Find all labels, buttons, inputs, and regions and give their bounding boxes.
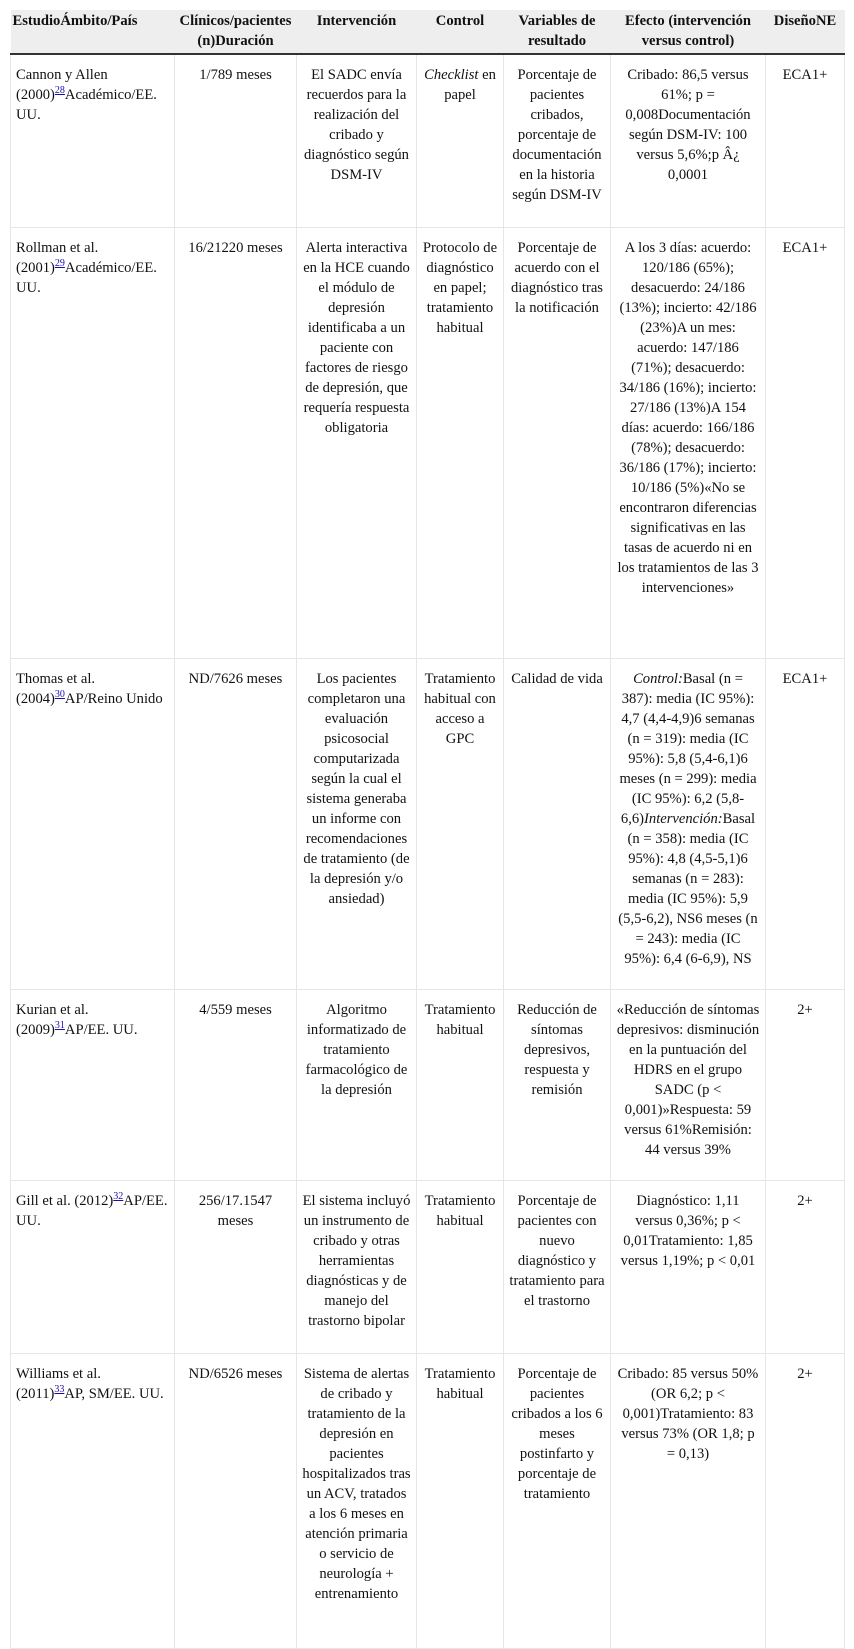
- study-setting: AP/EE. UU.: [64, 1022, 138, 1038]
- control-cell: Tratamiento habitual: [417, 1181, 504, 1354]
- study-author: Rollman et al. (2001): [16, 240, 99, 276]
- control-cell: Tratamiento habitual: [417, 1354, 504, 1649]
- effect-cell: «Reducción de síntomas depresivos: disminución en la puntuación del HDRS en el grupo SADC (p < 0,001)»Respuesta: 59 versus 61%Remisión: 44 versus 39%: [611, 990, 766, 1181]
- reference-link[interactable]: 30: [54, 689, 65, 701]
- clinicians-cell: 4/559 meses: [175, 990, 297, 1181]
- table-row: [11, 54, 845, 228]
- header-design: DiseñoNE: [766, 10, 845, 54]
- control-text: en papel: [444, 67, 496, 103]
- reference-link[interactable]: 28: [54, 85, 65, 97]
- control-emphasis: Checklist: [424, 67, 479, 83]
- clinicians-cell: 1/789 meses: [175, 54, 297, 228]
- clinicians-cell: ND/6526 meses: [175, 1354, 297, 1649]
- control-cell: Tratamiento habitual con acceso a GPC: [417, 659, 504, 990]
- evidence-table: [10, 10, 845, 1649]
- design-cell: ECA1+: [766, 54, 845, 228]
- effect-cell: Cribado: 86,5 versus 61%; p = 0,008Documentación según DSM-IV: 100 versus 5,6%;p Â¿ 0,0001: [611, 54, 766, 228]
- intervention-cell: Los pacientes completaron una evaluación psicosocial computarizada según la cual el sistema generaba un informe con recomendaciones de tratamiento (de la depresión y/o ansiedad): [297, 659, 417, 990]
- outcomes-cell: Reducción de síntomas depresivos, respuesta y remisión: [504, 990, 611, 1181]
- intervention-cell: El SADC envía recuerdos para la realización del cribado y diagnóstico según DSM-IV: [297, 54, 417, 228]
- design-cell: 2+: [766, 1181, 845, 1354]
- design-cell: 2+: [766, 990, 845, 1181]
- outcomes-cell: Porcentaje de pacientes cribados a los 6 meses postinfarto y porcentaje de tratamiento: [504, 1354, 611, 1649]
- header-study: EstudioÁmbito/País: [11, 10, 175, 54]
- table-header: [11, 10, 845, 54]
- outcomes-cell: Porcentaje de pacientes cribados, porcentaje de documentación en la historia según DSM-IV: [504, 54, 611, 228]
- table-row: [11, 1354, 845, 1649]
- study-author: Williams et al. (2011): [16, 1366, 101, 1402]
- study-author: Thomas et al. (2004): [16, 671, 96, 707]
- study-cell: [11, 990, 175, 1181]
- reference-link[interactable]: 33: [54, 1384, 65, 1396]
- effect-intervention-text: Basal (n = 358): media (IC 95%): 4,8 (4,5-5,1)6 semanas (n = 283): media (IC 95%): 5,9 (5,5-6,2), NS6 meses (n = 243): media (IC 95%): 6,4 (6-6,9), NS: [618, 811, 758, 967]
- clinicians-cell: ND/7626 meses: [175, 659, 297, 990]
- effect-intervention-label: Intervención:: [644, 811, 723, 827]
- clinicians-cell: 256/17.1547 meses: [175, 1181, 297, 1354]
- effect-cell: Cribado: 85 versus 50% (OR 6,2; p < 0,001)Tratamiento: 83 versus 73% (OR 1,8; p = 0,13): [611, 1354, 766, 1649]
- reference-link[interactable]: 32: [113, 1191, 124, 1203]
- study-cell: [11, 1354, 175, 1649]
- study-cell: [11, 54, 175, 228]
- effect-cell: [611, 659, 766, 990]
- header-outcomes: Variables de resultado: [504, 10, 611, 54]
- effect-control-label: Control:: [633, 671, 683, 687]
- intervention-cell: Algoritmo informatizado de tratamiento farmacológico de la depresión: [297, 990, 417, 1181]
- outcomes-cell: Porcentaje de pacientes con nuevo diagnóstico y tratamiento para el trastorno: [504, 1181, 611, 1354]
- table-row: [11, 1181, 845, 1354]
- table-row: [11, 228, 845, 659]
- control-cell: Protocolo de diagnóstico en papel; tratamiento habitual: [417, 228, 504, 659]
- study-setting: Académico/EE. UU.: [16, 260, 157, 296]
- design-cell: ECA1+: [766, 228, 845, 659]
- study-author: Cannon y Allen (2000): [16, 67, 108, 103]
- study-setting: AP/EE. UU.: [16, 1193, 168, 1229]
- effect-cell: Diagnóstico: 1,11 versus 0,36%; p < 0,01Tratamiento: 1,85 versus 1,19%; p < 0,01: [611, 1181, 766, 1354]
- table-row: [11, 659, 845, 990]
- study-setting: AP, SM/EE. UU.: [64, 1386, 164, 1402]
- table-row: [11, 990, 845, 1181]
- outcomes-cell: Porcentaje de acuerdo con el diagnóstico tras la notificación: [504, 228, 611, 659]
- study-author: Kurian et al. (2009): [16, 1002, 89, 1038]
- evidence-table-container: [10, 10, 844, 1649]
- reference-link[interactable]: 31: [54, 1020, 65, 1032]
- study-setting: Académico/EE. UU.: [16, 87, 157, 123]
- effect-control-text: Basal (n = 387): media (IC 95%): 4,7 (4,4-4,9)6 semanas (n = 319): media (IC 95%): 5,8 (5,4-6,1)6 meses (n = 299): media (IC 95%): 6,2 (5,8-6,6): [619, 671, 757, 827]
- intervention-cell: Sistema de alertas de cribado y tratamiento de la depresión en pacientes hospitalizados tras un ACV, tratados a los 6 meses en atención primaria o servicio de neurología + entrenamiento: [297, 1354, 417, 1649]
- study-cell: [11, 659, 175, 990]
- design-cell: ECA1+: [766, 659, 845, 990]
- header-effect: Efecto (intervención versus control): [611, 10, 766, 54]
- control-cell: Tratamiento habitual: [417, 990, 504, 1181]
- study-cell: [11, 1181, 175, 1354]
- intervention-cell: El sistema incluyó un instrumento de cribado y otras herramientas diagnósticas y de manejo del trastorno bipolar: [297, 1181, 417, 1354]
- control-cell: [417, 54, 504, 228]
- header-intervention: Intervención: [297, 10, 417, 54]
- clinicians-cell: 16/21220 meses: [175, 228, 297, 659]
- intervention-cell: Alerta interactiva en la HCE cuando el módulo de depresión identificaba a un paciente con factores de riesgo de depresión, que requería respuesta obligatoria: [297, 228, 417, 659]
- study-cell: [11, 228, 175, 659]
- design-cell: 2+: [766, 1354, 845, 1649]
- study-setting: AP/Reino Unido: [64, 691, 163, 707]
- reference-link[interactable]: 29: [54, 258, 65, 270]
- study-author: Gill et al. (2012): [16, 1193, 114, 1209]
- effect-cell: A los 3 días: acuerdo: 120/186 (65%); desacuerdo: 24/186 (13%); incierto: 42/186 (23%)A un mes: acuerdo: 147/186 (71%); desacuerdo: 34/186 (16%); incierto: 27/186 (13%)A 154 días: acuerdo: 166/186 (78%); desacuerdo: 36/186 (17%); incierto: 10/186 (5%)«No se encontraron diferencias significativas en las tasas de acuerdo ni en los tratamientos de las 3 intervenciones»: [611, 228, 766, 659]
- header-clinicians: Clínicos/pacientes (n)Duración: [175, 10, 297, 54]
- outcomes-cell: Calidad de vida: [504, 659, 611, 990]
- header-control: Control: [417, 10, 504, 54]
